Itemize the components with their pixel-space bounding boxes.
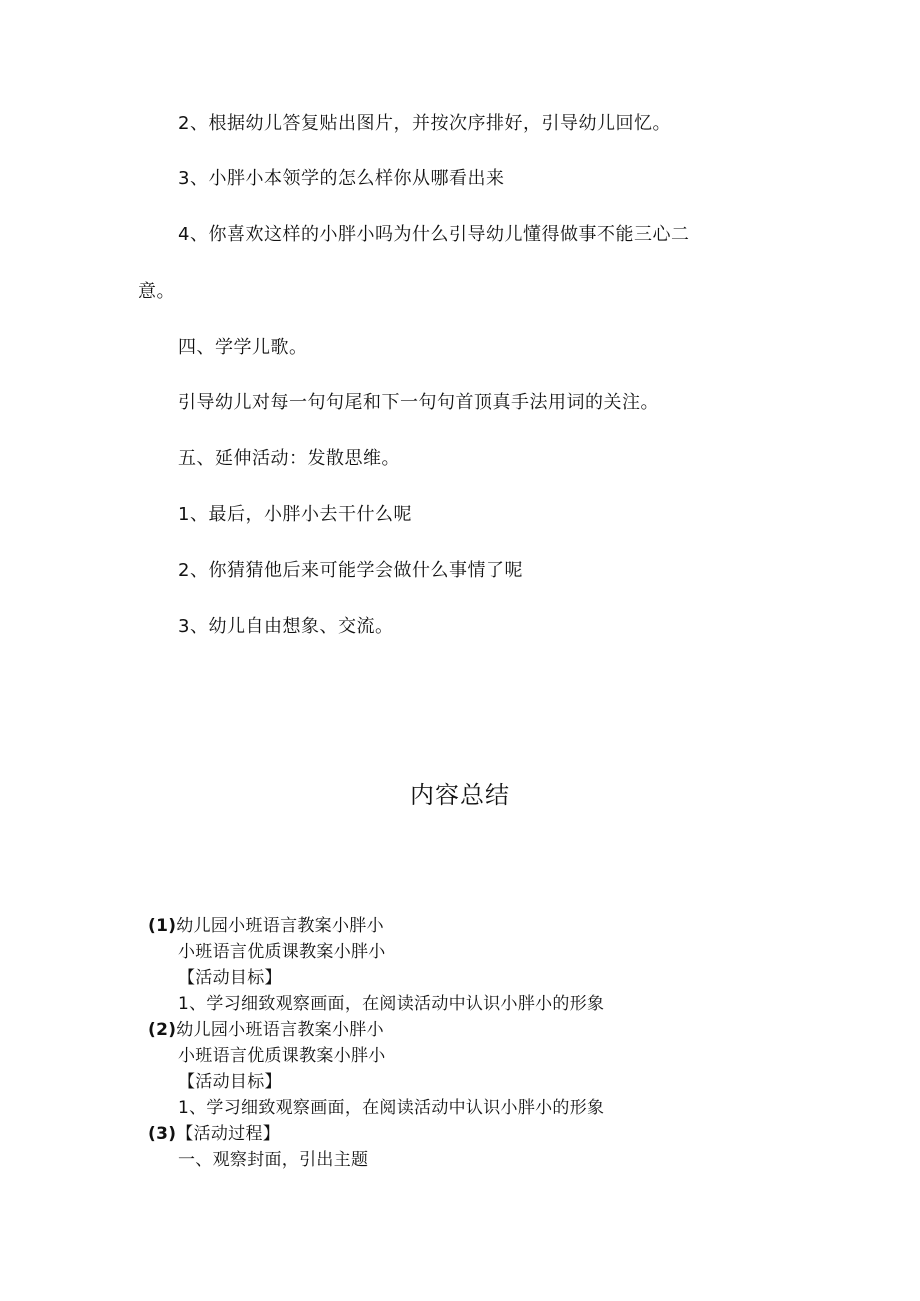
summary-item-number: (2) xyxy=(148,1020,177,1040)
paragraph-step-2: 2、根据幼儿答复贴出图片，并按次序排好，引导幼儿回忆。 xyxy=(178,113,671,134)
summary-item-line: 小班语言优质课教案小胖小 xyxy=(178,942,386,962)
paragraph-step-3: 3、小胖小本领学的怎么样你从哪看出来 xyxy=(178,168,505,189)
summary-item-title: 幼儿园小班语言教案小胖小 xyxy=(176,916,384,936)
summary-item-line: 小班语言优质课教案小胖小 xyxy=(178,1046,386,1066)
summary-item-line: 1、学习细致观察画面，在阅读活动中认识小胖小的形象 xyxy=(178,1098,605,1118)
summary-item-heading xyxy=(148,913,848,939)
paragraph-extension-2: 2、你猜猜他后来可能学会做什么事情了呢 xyxy=(178,560,523,581)
paragraph-extension-1: 1、最后，小胖小去干什么呢 xyxy=(178,504,412,525)
summary-item-line: 一、观察封面，引出主题 xyxy=(178,1150,369,1170)
summary-item xyxy=(148,1017,848,1121)
section-heading-5: 五、延伸活动：发散思维。 xyxy=(178,448,400,469)
summary-item-number: (1) xyxy=(148,916,177,936)
summary-item-heading xyxy=(148,1121,848,1147)
summary-item-line: 【活动目标】 xyxy=(178,1072,282,1092)
summary-item-title: 【活动过程】 xyxy=(176,1124,281,1144)
summary-item-number: (3) xyxy=(148,1124,177,1144)
summary-list xyxy=(148,913,848,1173)
section-heading-4: 四、学学儿歌。 xyxy=(178,337,308,358)
summary-item-heading xyxy=(148,1017,848,1043)
paragraph-extension-3: 3、幼儿自由想象、交流。 xyxy=(178,616,394,637)
summary-item xyxy=(148,913,848,1017)
summary-item-title: 幼儿园小班语言教案小胖小 xyxy=(176,1020,384,1040)
summary-item-line: 1、学习细致观察画面，在阅读活动中认识小胖小的形象 xyxy=(178,994,605,1014)
summary-item xyxy=(148,1121,848,1173)
summary-title: 内容总结 xyxy=(410,781,510,809)
summary-item-line: 【活动目标】 xyxy=(178,968,282,988)
paragraph-step-4-line2: 意。 xyxy=(138,281,175,302)
paragraph-step-4-line1: 4、你喜欢这样的小胖小吗为什么引导幼儿懂得做事不能三心二 xyxy=(178,224,690,245)
paragraph-nursery-rhyme-guide: 引导幼儿对每一句句尾和下一句句首顶真手法用词的关注。 xyxy=(178,392,659,413)
